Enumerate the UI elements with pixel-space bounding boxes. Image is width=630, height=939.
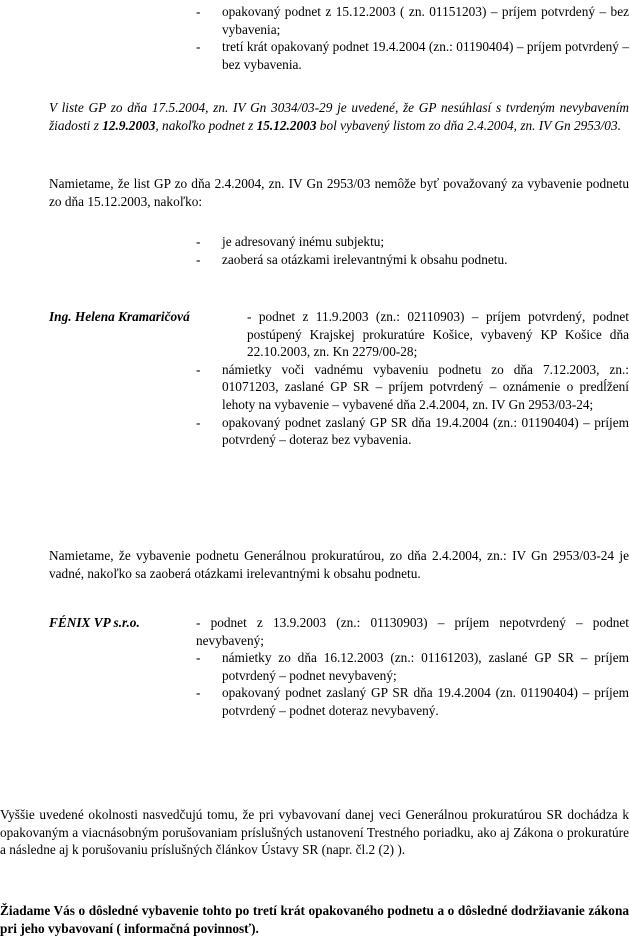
fenix-block <box>49 614 629 720</box>
list-item: - opakovaný podnet z 15.12.2003 ( zn. 01151203) – príjem potvrdený – bez vybavenia; <box>196 4 629 37</box>
kramaricova-list <box>196 361 629 449</box>
list-item: - opakovaný podnet zaslaný GP SR dňa 19.4.2004 (zn. 01190404) – príjem potvrdený – podnet doteraz nevybavený. <box>196 685 629 718</box>
first-item: - podnet z 13.9.2003 (zn.: 01130903) – príjem nepotvrdený – podnet nevybavený; <box>196 615 629 648</box>
list-item: - námietky zo dňa 16.12.2003 (zn.: 01161203), zaslané GP SR – príjem potvrdený – podnet nevybavený; <box>196 650 629 683</box>
list-item: - zaoberá sa otázkami irelevantnými k obsahu podnetu. <box>196 251 508 267</box>
request-paragraph: Žiadame Vás o dôsledné vybavenie tohto po tretí krát opakovaného podnetu a o dôsledné dodržiavanie zákona pri jeho vybavovaní ( informačná povinnosť). <box>0 903 629 936</box>
objection-list <box>196 233 629 268</box>
top-list <box>196 3 629 73</box>
first-item: - podnet z 11.9.2003 (zn.: 02110903) – príjem potvrdený, podnet postúpený Krajskej prokuratúre Košice, vybavený KP Košice dňa 22.10.2003, zn. Kn 2279/00-28; <box>247 309 629 360</box>
objection-paragraph-1: Namietame, že list GP zo dňa 2.4.2004, zn. IV Gn 2953/03 nemôže byť považovaný za vybavenie podnetu zo dňa 15.12.2003, nakoľko: <box>49 176 629 209</box>
list-item: - je adresovaný inému subjektu; <box>196 234 385 249</box>
summary-paragraph: Vyššie uvedené okolnosti nasvedčujú tomu, že pri vybavovaní danej veci Generálnou prokuratúrou SR dochádza k opakovaným a viacnásobným porušovaniam príslušných ustanovení Trestného poriadku, ako aj Zákona o prokuratúre a následne aj k porušovaniu príslušných článkov Ústavy SR (napr. čl.2 (2) ). <box>0 807 629 858</box>
list-item: - opakovaný podnet zaslaný GP SR dňa 19.4.2004 (zn.: 01190404) – príjem potvrdený – doteraz bez vybavenia. <box>196 414 629 448</box>
list-item: - námietky voči vadnému vybaveniu podnetu zo dňa 7.12.2003, zn.: 01071203, zaslané GP SR – príjem potvrdený – oznámenie o predĺžení lehoty na vybavenie – vybavené dňa 2.4.2004, zn. IV Gn 2953/03-24; <box>196 361 629 412</box>
kramaricova-block <box>49 308 629 449</box>
list-item: - tretí krát opakovaný podnet 19.4.2004 (zn.: 01190404) – príjem potvrdený – bez vybavenia. <box>196 39 629 72</box>
fenix-list <box>196 649 629 719</box>
person-name: Ing. Helena Kramaričová <box>49 309 190 324</box>
gp-letter-paragraph: V liste GP zo dňa 17.5.2004, zn. IV Gn 3034/03-29 je uvedené, že GP nesúhlasí s tvrdeným nevybavením žiadosti z 12.9.2003, nakoľko podnet z 15.12.2003 bol vybavený listom zo dňa 2.4.2004, zn. IV Gn 2953/03. <box>49 100 629 133</box>
objection-paragraph-2: Namietame, že vybavenie podnetu Generálnou prokuratúrou, zo dňa 2.4.2004, zn.: IV Gn 2953/03-24 je vadné, nakoľko sa zaoberá otázkami irelevantnými k obsahu podnetu. <box>49 548 629 581</box>
company-name: FÉNIX VP s.r.o. <box>49 615 140 630</box>
